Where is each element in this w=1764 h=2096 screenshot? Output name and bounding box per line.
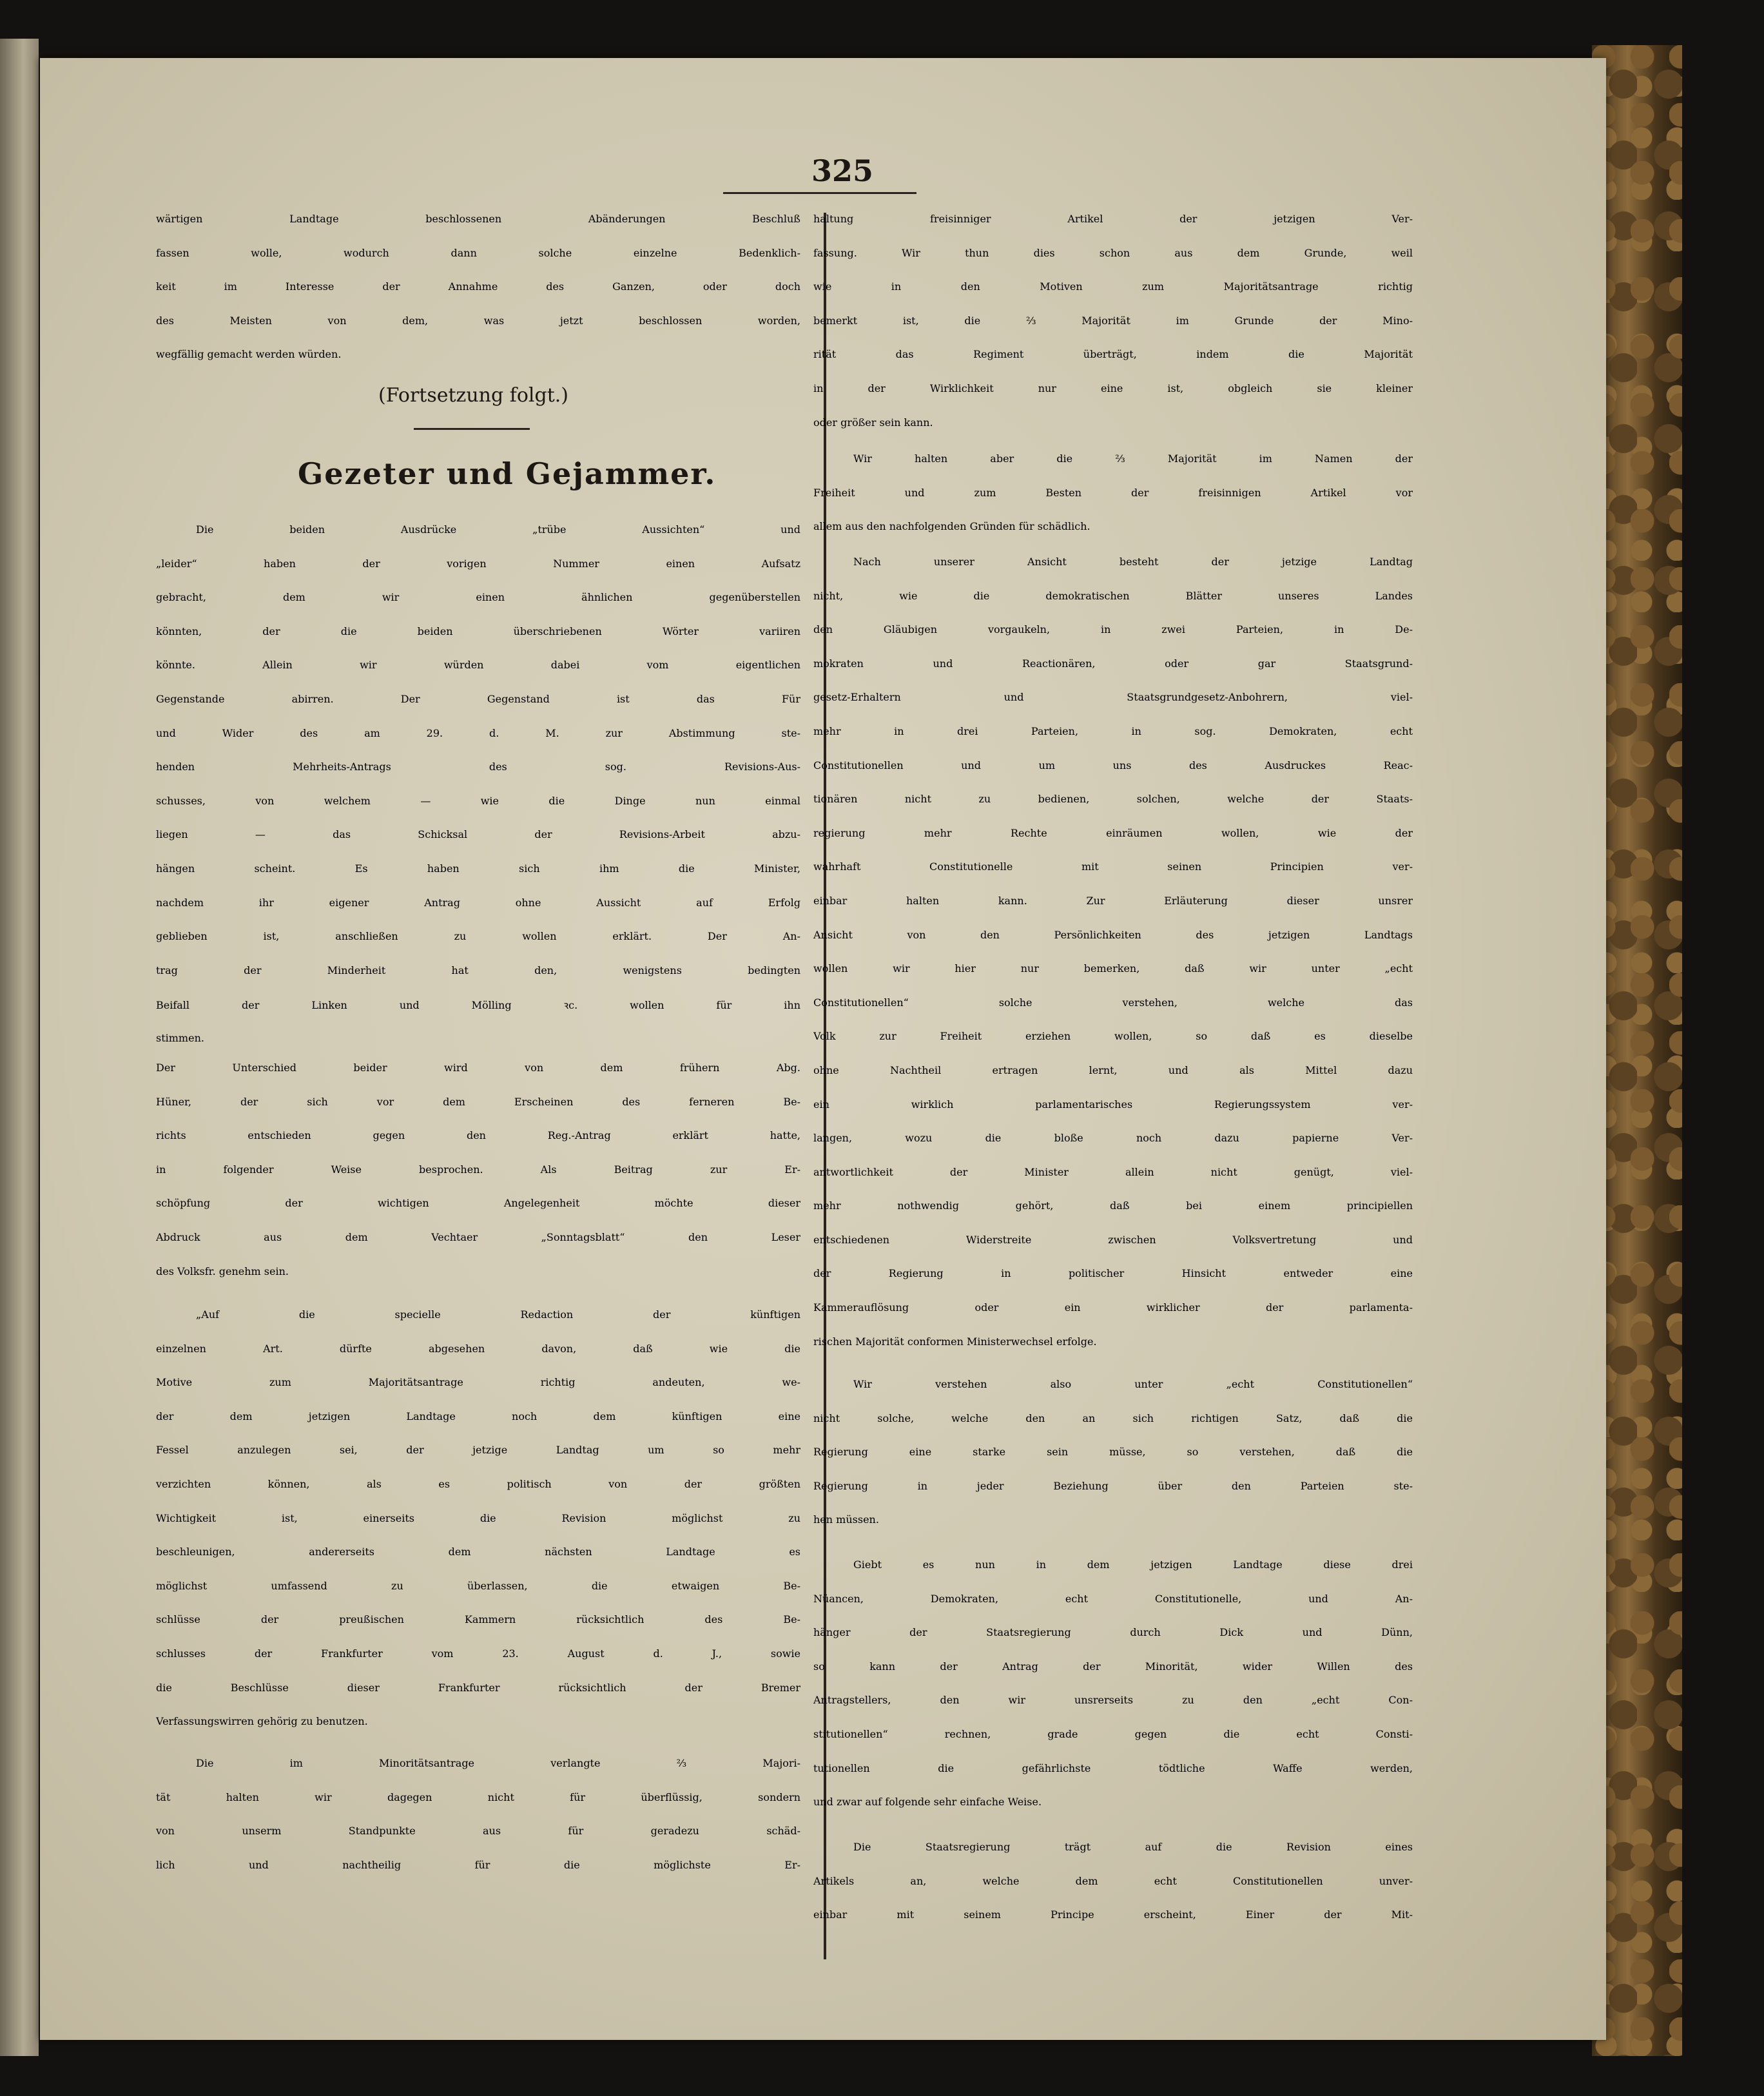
text-line: Die beiden Ausdrücke „trübe Aussichten“ und [196, 523, 800, 536]
text-line: nicht, wie die demokratischen Blätter unseres Landes [813, 589, 1413, 602]
text-line: wegfällig gemacht werden würden. [156, 348, 342, 361]
text-line: schöpfung der wichtigen Angelegenheit möchte dieser [156, 1197, 800, 1210]
text-line: Wichtigkeit ist, einerseits die Revision möglichst zu [156, 1511, 800, 1524]
section-rule [414, 428, 530, 430]
text-line: antwortlichkeit der Minister allein nicht genügt, viel- [813, 1165, 1413, 1178]
text-line: wie in den Motiven zum Majoritätsantrage richtig [813, 280, 1413, 293]
text-line: mehr in drei Parteien, in sog. Demokraten, echt [813, 724, 1413, 737]
text-line: einzelnen Art. dürfte abgesehen davon, daß wie die [156, 1342, 800, 1355]
text-line: „Auf die specielle Redaction der künftigen [196, 1308, 800, 1321]
text-line: Motive zum Majoritätsantrage richtig andeuten, we- [156, 1376, 800, 1389]
text-line: wärtigen Landtage beschlossenen Abänderungen Beschluß [156, 213, 800, 225]
text-line: Gegenstande abirren. Der Gegenstand ist das Für [156, 692, 800, 705]
right-paragraph-3 [813, 556, 1413, 1369]
text-line: so kann der Antrag der Minorität, wider Willen des [813, 1660, 1413, 1673]
right-paragraph-1 [813, 213, 1413, 450]
text-line: wollen wir hier nur bemerken, daß wir unter „echt [813, 962, 1413, 975]
text-line: Fessel anzulegen sei, der jetzige Landtag um so mehr [156, 1444, 800, 1457]
left-paragraph-3 [156, 1308, 800, 1749]
text-line: Constitutionellen und um uns des Ausdruckes Reac- [813, 759, 1413, 771]
text-line: schusses, von welchem — wie die Dinge nun einmal [156, 794, 800, 807]
right-paragraph-4 [813, 1378, 1413, 1548]
page-number-rule [723, 192, 916, 194]
text-line: könnte. Allein wir würden dabei vom eigentlichen [156, 659, 800, 672]
text-line: und zwar auf folgende sehr einfache Weise. [813, 1796, 1042, 1809]
text-line: Regierung eine starke sein müsse, so verstehen, daß die [813, 1446, 1413, 1459]
left-paragraph-1 [156, 523, 800, 1066]
text-line: keit im Interesse der Annahme des Ganzen, oder doch [156, 280, 800, 293]
text-line: schlüsse der preußischen Kammern rücksichtlich des Be- [156, 1613, 800, 1626]
text-line: des Meisten von dem, was jetzt beschlossen worden, [156, 314, 800, 327]
text-line: hängen scheint. Es haben sich ihm die Minister, [156, 862, 800, 875]
text-line: der Regierung in politischer Hinsicht entweder eine [813, 1267, 1413, 1280]
text-line: des Volksfr. genehm sein. [156, 1265, 289, 1277]
text-line: Beifall der Linken und Mölling ꝛc. wollen für ihn [156, 999, 800, 1012]
text-line: liegen — das Schicksal der Revisions-Arbeit abzu- [156, 828, 800, 841]
text-line: Regierung in jeder Beziehung über den Parteien ste- [813, 1479, 1413, 1492]
text-line: nicht solche, welche den an sich richtigen Satz, daß die [813, 1412, 1413, 1424]
text-line: Kammerauflösung oder ein wirklicher der parlamenta- [813, 1301, 1413, 1314]
text-line: die Beschlüsse dieser Frankfurter rücksichtlich der Bremer [156, 1681, 800, 1694]
text-line: stitutionellen“ rechnen, grade gegen die echt Consti- [813, 1727, 1413, 1740]
text-line: fassung. Wir thun dies schon aus dem Grunde, weil [813, 246, 1413, 259]
text-line: fassen wolle, wodurch dann solche einzelne Bedenklich- [156, 246, 800, 259]
text-line: Abdruck aus dem Vechtaer „Sonntagsblatt“ den Leser [156, 1230, 800, 1243]
text-line: Verfassungswirren gehörig zu benutzen. [156, 1715, 368, 1728]
page-number: 325 [811, 153, 874, 188]
text-line: Hüner, der sich vor dem Erscheinen des ferneren Be- [156, 1095, 800, 1108]
text-line: gesetz-Erhaltern und Staatsgrundgesetz-Anbohrern, viel- [813, 691, 1413, 704]
text-line: beschleunigen, andererseits dem nächsten Landtage es [156, 1546, 800, 1558]
text-line: schlusses der Frankfurter vom 23. August d. J., sowie [156, 1647, 800, 1660]
text-line: Die Staatsregierung trägt auf die Revision eines [853, 1841, 1413, 1853]
text-line: einbar mit seinem Principe erscheint, Einer der Mit- [813, 1908, 1413, 1921]
text-line: mehr nothwendig gehört, daß bei einem principiellen [813, 1199, 1413, 1212]
text-line: wahrhaft Constitutionelle mit seinen Principien ver- [813, 860, 1413, 873]
text-line: Wir halten aber die ⅔ Majorität im Namen der [853, 452, 1413, 465]
text-line: entschiedenen Widerstreite zwischen Volksvertretung und [813, 1233, 1413, 1246]
text-line: henden Mehrheits-Antrags des sog. Revisions-Aus- [156, 761, 800, 773]
text-line: Antragstellers, den wir unsrerseits zu den „echt Con- [813, 1694, 1413, 1707]
left-paragraph-4 [156, 1757, 800, 1892]
text-line: Volk zur Freiheit erziehen wollen, so daß es dieselbe [813, 1030, 1413, 1043]
text-line: in folgender Weise besprochen. Als Beitrag zur Er- [156, 1163, 800, 1176]
left-intro-paragraph [156, 213, 800, 382]
text-line: Freiheit und zum Besten der freisinnigen Artikel vor [813, 486, 1413, 499]
text-line: richts entschieden gegen den Reg.-Antrag erklärt hatte, [156, 1129, 800, 1142]
text-line: in der Wirklichkeit nur eine ist, obgleich sie kleiner [813, 382, 1413, 394]
text-line: möglichst umfassend zu überlassen, die etwaigen Be- [156, 1579, 800, 1592]
text-line: gebracht, dem wir einen ähnlichen gegenüberstellen [156, 591, 800, 604]
text-line: Der Unterschied beider wird von dem frühern Abg. [156, 1062, 800, 1074]
text-line: haltung freisinniger Artikel der jetzigen Ver- [813, 213, 1413, 225]
text-line: und Wider des am 29. d. M. zur Abstimmung ste- [156, 726, 800, 739]
text-line: Nüancen, Demokraten, echt Constitutionelle, und An- [813, 1592, 1413, 1605]
text-line: mokraten und Reactionären, oder gar Staatsgrund- [813, 657, 1413, 670]
right-paragraph-5 [813, 1558, 1413, 1830]
text-line: einbar halten kann. Zur Erläuterung dieser unsrer [813, 894, 1413, 907]
text-line: trag der Minderheit hat den, wenigstens bedingten [156, 964, 800, 976]
text-line: Giebt es nun in dem jetzigen Landtage diese drei [853, 1558, 1413, 1571]
newspaper-page [40, 58, 1606, 2040]
text-line: nachdem ihr eigener Antrag ohne Aussicht auf Erfolg [156, 896, 800, 909]
text-line: oder größer sein kann. [813, 416, 933, 429]
left-paragraph-2 [156, 1062, 800, 1299]
text-line: Artikels an, welche dem echt Constitutionellen unver- [813, 1874, 1413, 1887]
text-line: allem aus den nachfolgenden Gründen für schädlich. [813, 520, 1090, 533]
text-line: verzichten können, als es politisch von der größten [156, 1477, 800, 1490]
text-line: regierung mehr Rechte einräumen wollen, wie der [813, 826, 1413, 839]
text-line: lich und nachtheilig für die möglichste Er- [156, 1858, 800, 1871]
text-line: den Gläubigen vorgaukeln, in zwei Parteien, in De- [813, 623, 1413, 636]
text-line: hen müssen. [813, 1513, 879, 1526]
text-line: bemerkt ist, die ⅔ Majorität im Grunde der Mino- [813, 314, 1413, 327]
facing-page-edge [0, 39, 39, 2056]
text-line: Nach unserer Ansicht besteht der jetzige Landtag [853, 556, 1413, 568]
continued-note: (Fortsetzung folgt.) [378, 384, 568, 407]
right-paragraph-6 [813, 1841, 1413, 1943]
text-line: tionären nicht zu bedienen, solchen, welche der Staats- [813, 793, 1413, 806]
text-line: stimmen. [156, 1031, 204, 1044]
text-line: tutionellen die gefährlichste tödtliche Waffe werden, [813, 1761, 1413, 1774]
text-line: langen, wozu die bloße noch dazu papierne Ver- [813, 1132, 1413, 1145]
text-line: „leider“ haben der vorigen Nummer einen Aufsatz [156, 557, 800, 570]
text-line: rität das Regiment überträgt, indem die Majorität [813, 348, 1413, 361]
article-headline: Gezeter und Gejammer. [298, 456, 717, 491]
right-paragraph-2 [813, 452, 1413, 554]
text-line: ohne Nachtheil ertragen lernt, und als Mittel dazu [813, 1063, 1413, 1076]
text-line: Ansicht von den Persönlichkeiten des jetzigen Landtags [813, 928, 1413, 941]
text-line: Constitutionellen“ solche verstehen, welche das [813, 996, 1413, 1009]
text-line: Wir verstehen also unter „echt Constitutionellen“ [853, 1378, 1413, 1390]
text-line: der dem jetzigen Landtage noch dem künftigen eine [156, 1410, 800, 1422]
text-line: Die im Minoritätsantrage verlangte ⅔ Majori- [196, 1757, 800, 1769]
text-line: könnten, der die beiden überschriebenen Wörter variiren [156, 625, 800, 637]
text-line: geblieben ist, anschließen zu wollen erklärt. Der An- [156, 930, 800, 943]
text-line: tät halten wir dagegen nicht für überflüssig, sondern [156, 1790, 800, 1803]
text-line: von unserm Standpunkte aus für geradezu schäd- [156, 1825, 800, 1838]
text-line: rischen Majorität conformen Ministerwechsel erfolge. [813, 1335, 1097, 1348]
text-line: ein wirklich parlamentarisches Regierungssystem ver- [813, 1098, 1413, 1111]
text-line: hänger der Staatsregierung durch Dick und Dünn, [813, 1626, 1413, 1639]
